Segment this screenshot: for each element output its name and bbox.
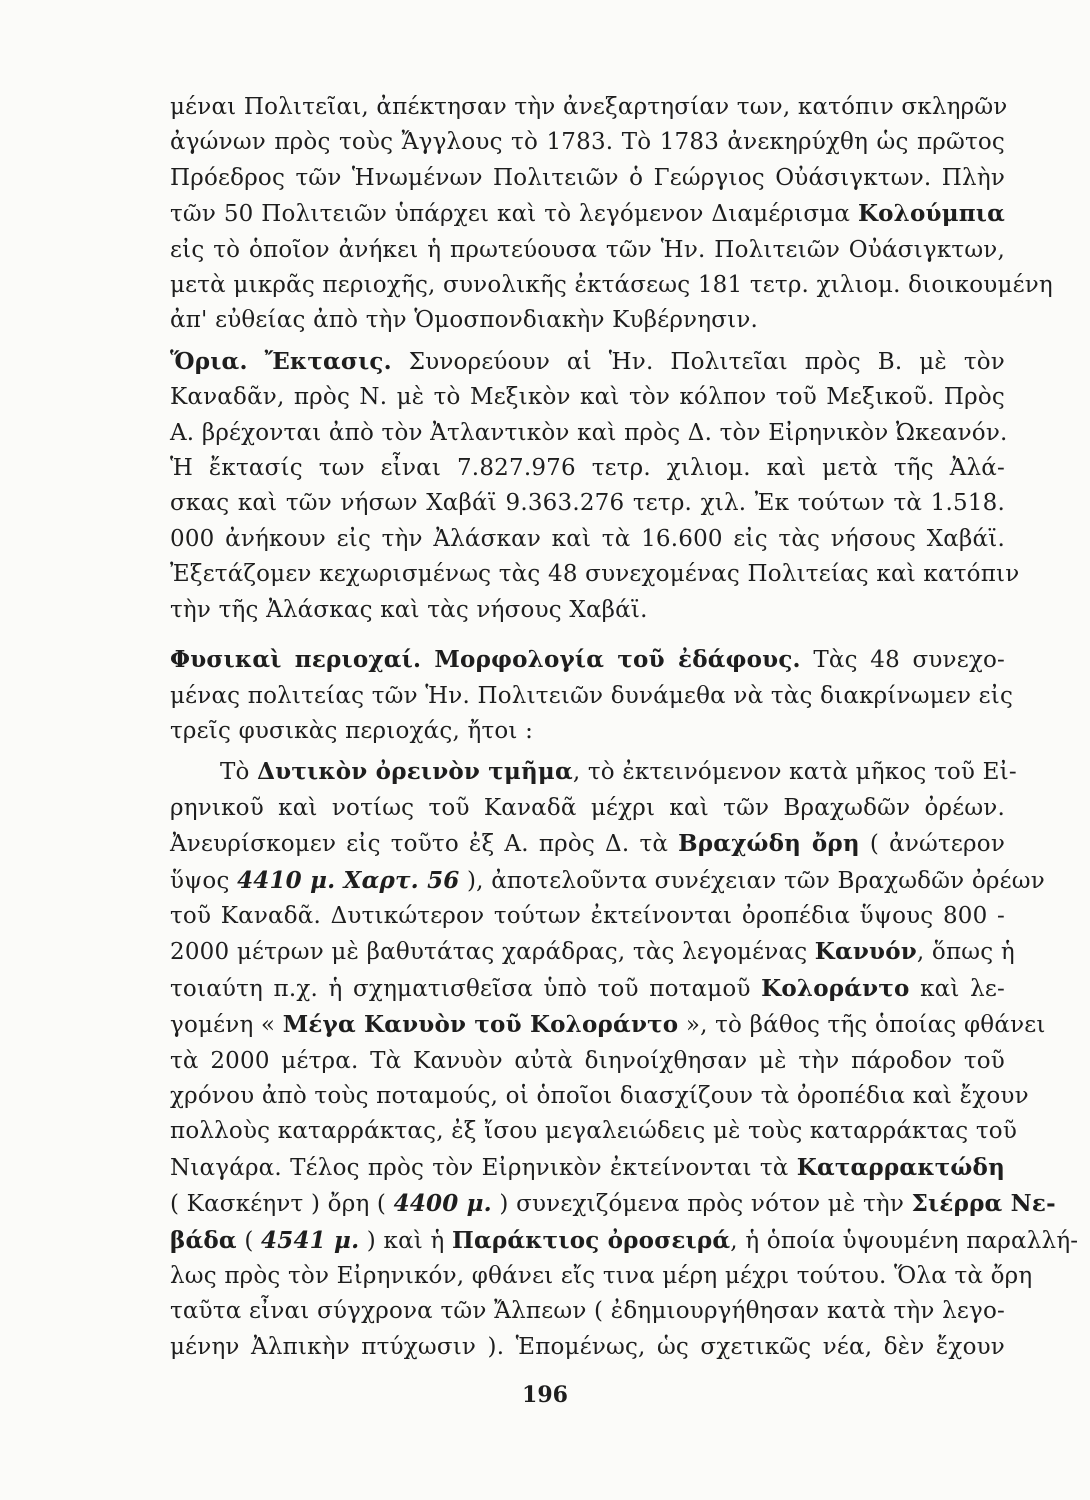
italic-height-1: 4410 μ. Χαρτ. 56 xyxy=(237,866,460,894)
text-run: Συνορεύουν αἱ Ἡν. Πολιτεῖαι πρὸς Β. μὲ τὸν xyxy=(408,348,1005,375)
text-run: Τὰς 48 συνεχο- xyxy=(813,647,1005,674)
text-line xyxy=(170,344,1005,380)
text-line: ἀπ' εὐθείας ἀπὸ τὴν Ὁμοσπονδιακὴν Κυβέρνησιν. xyxy=(170,307,759,334)
text-run: ( xyxy=(236,1227,262,1254)
text-line xyxy=(170,863,1045,899)
bold-term-kanyon: Κανυόν xyxy=(814,938,917,966)
text-line: μετὰ μικρᾶς περιοχῆς, συνολικῆς ἐκτάσεως 181 τετρ. χιλιομ. διοικουμένη xyxy=(170,272,1053,299)
text-line: λως πρὸς τὸν Εἰρηνικόν, φθάνει εἴς τινα μέρη μέχρι τούτου. Ὅλα τὰ ὄρη xyxy=(170,1263,1033,1289)
bold-term-vrachodi: Βραχώδη ὄρη xyxy=(678,830,860,858)
text-run: », τὸ βάθος τῆς ὁποίας φθάνει xyxy=(678,1012,1046,1039)
section-heading: Φυσικαὶ περιοχαί. Μορφολογία τοῦ ἐδάφους. xyxy=(170,646,801,674)
bold-term-kolombia: Κολούμπια xyxy=(857,200,1005,228)
bold-term-kolorado: Κολοράντο xyxy=(761,974,910,1002)
text-line: ταῦτα εἶναι σύγχρονα τῶν Ἄλπεων ( ἐδημιουργήθησαν κατὰ τὴν λεγο- xyxy=(170,1298,1005,1325)
bold-term-parakt: Παράκτιος ὀροσειρά xyxy=(452,1226,731,1254)
text-line: ρηνικοῦ καὶ νοτίως τοῦ Καναδᾶ μέχρι καὶ τῶν Βραχωδῶν ὀρέων. xyxy=(170,794,1005,821)
text-line: 000 ἀνήκουν εἰς τὴν Ἀλάσκαν καὶ τὰ 16.600 εἰς τὰς νήσους Χαβάϊ. xyxy=(170,525,1005,552)
text-line xyxy=(170,754,1017,790)
text-line: πολλοὺς καταρράκτας, ἐξ ἴσου μεγαλειώδεις μὲ τοὺς καταρράκτας τοῦ xyxy=(170,1118,1018,1145)
bold-term-sierra-2: βάδα xyxy=(170,1226,237,1254)
text-run: τοιαύτη π.χ. ἡ σχηματισθεῖσα ὑπὸ τοῦ ποταμοῦ xyxy=(170,975,762,1002)
bold-term-dytikon: Δυτικὸν ὀρεινὸν τμῆμα xyxy=(257,758,573,786)
text-line: εἰς τὸ ὁποῖον ἀνήκει ἡ πρωτεύουσα τῶν Ἡν. Πολιτειῶν Οὐάσιγκτων, xyxy=(170,236,1005,263)
text-run: , τὸ ἐκτεινόμενον κατὰ μῆκος τοῦ Εἰ- xyxy=(572,759,1017,786)
text-line: Ἐξετάζομεν κεχωρισμένως τὰς 48 συνεχομένας Πολιτείας καὶ κατόπιν xyxy=(170,561,1020,588)
text-line: χρόνου ἀπὸ τοὺς ποταμούς, οἱ ὁποῖοι διασχίζουν τὰ ὀροπέδια καὶ ἔχουν xyxy=(170,1082,1029,1109)
text-run: , ὅπως ἡ xyxy=(916,939,1015,966)
text-run: καὶ λε- xyxy=(909,975,1005,1002)
text-run: ) συνεχιζόμενα πρὸς νότον μὲ τὴν xyxy=(491,1191,912,1218)
text-line xyxy=(170,1007,1046,1043)
text-line xyxy=(170,826,1005,862)
text-run: Νιαγάρα. Τέλος πρὸς τὸν Εἰρηνικὸν ἐκτείνονται τὰ xyxy=(170,1154,797,1181)
text-line: τὰ 2000 μέτρα. Τὰ Κανυὸν αὐτὰ διηνοίχθησαν μὲ τὴν πάροδον τοῦ xyxy=(170,1047,1005,1074)
bold-term-oria: Ὅρια. xyxy=(170,347,248,375)
text-line: τοῦ Καναδᾶ. Δυτικώτερον τούτων ἐκτείνονται ὀροπέδια ὕψους 800 - xyxy=(170,902,1005,929)
text-run: 2000 μέτρων μὲ βαθυτάτας χαράδρας, τὰς λεγομένας xyxy=(170,939,815,966)
bold-term-ektasis: Ἔκτασις. xyxy=(264,347,392,375)
text-run: Τὸ xyxy=(220,759,258,786)
text-line: μένην Ἀλπικὴν πτύχωσιν ). Ἑπομένως, ὡς σχετικῶς νέα, δὲν ἔχουν xyxy=(170,1333,1005,1360)
text-line: Ἡ ἔκτασίς των εἶναι 7.827.976 τετρ. χιλιομ. καὶ μετὰ τῆς Ἀλά- xyxy=(170,455,1005,482)
italic-height-3: 4541 μ. xyxy=(261,1226,360,1254)
text-run: γομένη « xyxy=(170,1012,283,1039)
text-line: Α. βρέχονται ἀπὸ τὸν Ἀτλαντικὸν καὶ πρὸς Δ. τὸν Εἰρηνικὸν Ὠκεανόν. xyxy=(170,419,1008,446)
text-line: τὴν τῆς Ἀλάσκας καὶ τὰς νήσους Χαβάϊ. xyxy=(170,596,648,623)
text-line: μένας πολιτείας τῶν Ἡν. Πολιτειῶν δυνάμεθα νὰ τὰς διακρίνωμεν εἰς xyxy=(170,682,1014,709)
text-line: τρεῖς φυσικὰς περιοχάς, ἤτοι : xyxy=(170,717,534,744)
text-line: μέναι Πολιτεῖαι, ἀπέκτησαν τὴν ἀνεξαρτησίαν των, κατόπιν σκληρῶν xyxy=(170,94,1008,120)
bold-term-katarraktodi: Καταρρακτώδη xyxy=(796,1153,1005,1181)
text-run: ( ἀνώτερον xyxy=(859,831,1005,858)
text-line: σκας καὶ τῶν νήσων Χαβάϊ 9.363.276 τετρ. χιλ. Ἐκ τούτων τὰ 1.518. xyxy=(170,490,1005,517)
text-line xyxy=(170,971,1005,1007)
text-line: Πρόεδρος τῶν Ἡνωμένων Πολιτειῶν ὁ Γεώργιος Οὐάσιγκτων. Πλὴν xyxy=(170,164,1005,191)
text-run: ὕψος xyxy=(170,867,238,894)
section-heading-line xyxy=(170,642,1005,678)
page-number: 196 xyxy=(522,1382,568,1408)
text-run: , ἡ ὁποία ὑψουμένη παραλλή- xyxy=(730,1227,1079,1254)
text-run: τῶν 50 Πολιτειῶν ὑπάρχει καὶ τὸ λεγόμενον Διαμέρισμα xyxy=(170,201,858,228)
text-run: Ἀνευρίσκομεν εἰς τοῦτο ἐξ Α. πρὸς Δ. τὰ xyxy=(170,831,679,858)
text-line xyxy=(170,1150,1005,1186)
text-run: ( Κασκέηντ ) ὄρη ( xyxy=(170,1191,394,1218)
bold-term-mega-kanyon: Μέγα Κανυὸν τοῦ Κολοράντο xyxy=(282,1011,679,1039)
text-line xyxy=(170,1223,1079,1259)
text-line xyxy=(170,1186,1056,1222)
text-line: ἀγώνων πρὸς τοὺς Ἄγγλους τὸ 1783. Τὸ 1783 ἀνεκηρύχθη ὡς πρῶτος xyxy=(170,129,1005,156)
text-line: Καναδᾶν, πρὸς Ν. μὲ τὸ Μεξικὸν καὶ τὸν κόλπον τοῦ Μεξικοῦ. Πρὸς xyxy=(170,384,1005,411)
text-line xyxy=(170,196,1005,232)
text-run: ) καὶ ἡ xyxy=(359,1227,453,1254)
text-line xyxy=(170,934,1015,970)
body-text xyxy=(170,90,1079,1365)
bold-term-sierra-1: Σιέρρα Νε- xyxy=(911,1190,1056,1218)
text-run: ), ἀποτελοῦντα συνέχειαν τῶν Βραχωδῶν ὀρέων xyxy=(459,867,1045,894)
italic-height-2: 4400 μ. xyxy=(393,1190,492,1218)
